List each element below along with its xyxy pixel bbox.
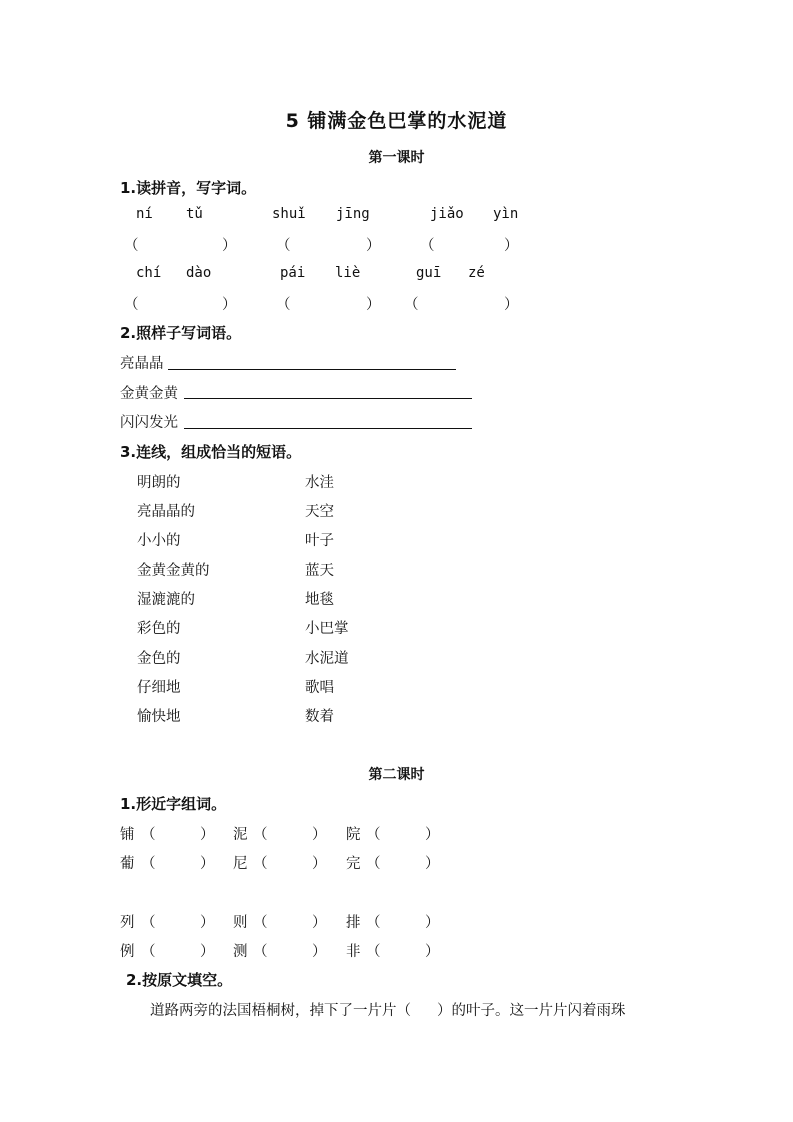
answer-paren-open: （: [124, 238, 139, 254]
char: 尼: [233, 856, 248, 872]
match-right-item: 水泥道: [305, 651, 349, 667]
answer-paren-close: ）: [222, 238, 237, 254]
char: 则: [233, 915, 248, 931]
pinyin: pái: [280, 265, 306, 281]
answer-paren-close: ）: [366, 238, 381, 254]
pinyin: guī: [416, 265, 442, 281]
match-left-item: 金黄金黄的: [137, 563, 210, 579]
l1-q1-label: 1.读拼音，写字词。: [120, 179, 257, 197]
match-left-item: 明朗的: [137, 475, 181, 491]
match-right-item: 蓝天: [305, 563, 334, 579]
paren: ）: [312, 856, 327, 872]
match-left-item: 亮晶晶的: [137, 504, 195, 520]
char: 院: [346, 827, 361, 843]
match-right-item: 地毯: [305, 592, 334, 608]
char: 例: [120, 944, 135, 960]
answer-paren-open: （: [420, 238, 435, 254]
pinyin: chí: [136, 265, 162, 281]
paren: ）: [200, 944, 215, 960]
paren: ）: [200, 827, 215, 843]
l1-q2-label: 2.照样子写词语。: [120, 324, 242, 342]
paren: ）: [425, 944, 440, 960]
fill-text: [150, 999, 626, 1020]
example-word: 金黄金黄: [120, 386, 178, 402]
char: 完: [346, 856, 361, 872]
pinyin: ní: [136, 206, 153, 222]
answer-paren-close: ）: [366, 297, 381, 313]
paren: ）: [312, 827, 327, 843]
paren: （: [141, 944, 156, 960]
answer-line: [168, 369, 456, 370]
answer-paren-close: ）: [222, 297, 237, 313]
lesson2-heading: 第二课时: [368, 767, 425, 783]
char: 泥: [233, 827, 248, 843]
fill-text-a: 道路两旁的法国梧桐树，掉下了一片片（: [150, 1003, 411, 1019]
pinyin: shuǐ: [272, 206, 306, 222]
char: 铺: [120, 827, 135, 843]
paren: ）: [425, 827, 440, 843]
answer-paren-close: ）: [504, 297, 519, 313]
pinyin: zé: [468, 265, 485, 281]
l2-q2-label: 2.按原文填空。: [126, 971, 233, 989]
match-right-item: 水洼: [305, 475, 334, 491]
paren: （: [141, 915, 156, 931]
answer-paren-close: ）: [504, 238, 519, 254]
paren: （: [366, 827, 381, 843]
paren: ）: [312, 915, 327, 931]
answer-paren-open: （: [276, 238, 291, 254]
paren: （: [253, 915, 268, 931]
page-title: 5 铺满金色巴掌的水泥道: [285, 110, 508, 132]
char: 排: [346, 915, 361, 931]
pinyin: yìn: [493, 206, 519, 222]
char: 列: [120, 915, 135, 931]
match-left-item: 湿漉漉的: [137, 592, 195, 608]
l2-q1-label: 1.形近字组词。: [120, 795, 227, 813]
pinyin: tǔ: [186, 206, 203, 222]
lesson1-heading: 第一课时: [368, 150, 425, 166]
paren: （: [366, 856, 381, 872]
match-left-item: 彩色的: [137, 621, 181, 637]
match-left-item: 仔细地: [137, 680, 181, 696]
paren: （: [366, 944, 381, 960]
paren: （: [253, 827, 268, 843]
paren: ）: [312, 944, 327, 960]
match-right-item: 天空: [305, 504, 334, 520]
match-left-item: 金色的: [137, 651, 181, 667]
answer-paren-open: （: [124, 297, 139, 313]
fill-text-b: ）的叶子。这一片片闪着雨珠: [437, 1003, 626, 1019]
match-right-item: 歌唱: [305, 680, 334, 696]
match-left-item: 愉快地: [137, 709, 181, 725]
l1-q3-label: 3.连线，组成恰当的短语。: [120, 443, 302, 461]
paren: ）: [425, 915, 440, 931]
match-right-item: 小巴掌: [305, 621, 349, 637]
paren: （: [141, 827, 156, 843]
answer-line: [184, 398, 472, 399]
pinyin: jiǎo: [430, 206, 464, 222]
paren: （: [366, 915, 381, 931]
match-right-item: 数着: [305, 709, 334, 725]
paren: ）: [200, 915, 215, 931]
paren: （: [253, 944, 268, 960]
char: 测: [233, 944, 248, 960]
paren: ）: [200, 856, 215, 872]
pinyin: liè: [335, 265, 361, 281]
pinyin: jīng: [336, 206, 370, 222]
example-word: 闪闪发光: [120, 415, 178, 431]
char: 葡: [120, 856, 135, 872]
match-left-item: 小小的: [137, 533, 181, 549]
paren: ）: [425, 856, 440, 872]
answer-paren-open: （: [276, 297, 291, 313]
paren: （: [141, 856, 156, 872]
answer-paren-open: （: [404, 297, 419, 313]
pinyin: dào: [186, 265, 212, 281]
answer-line: [184, 428, 472, 429]
char: 非: [346, 944, 361, 960]
paren: （: [253, 856, 268, 872]
match-right-item: 叶子: [305, 533, 334, 549]
example-word: 亮晶晶: [120, 356, 164, 372]
